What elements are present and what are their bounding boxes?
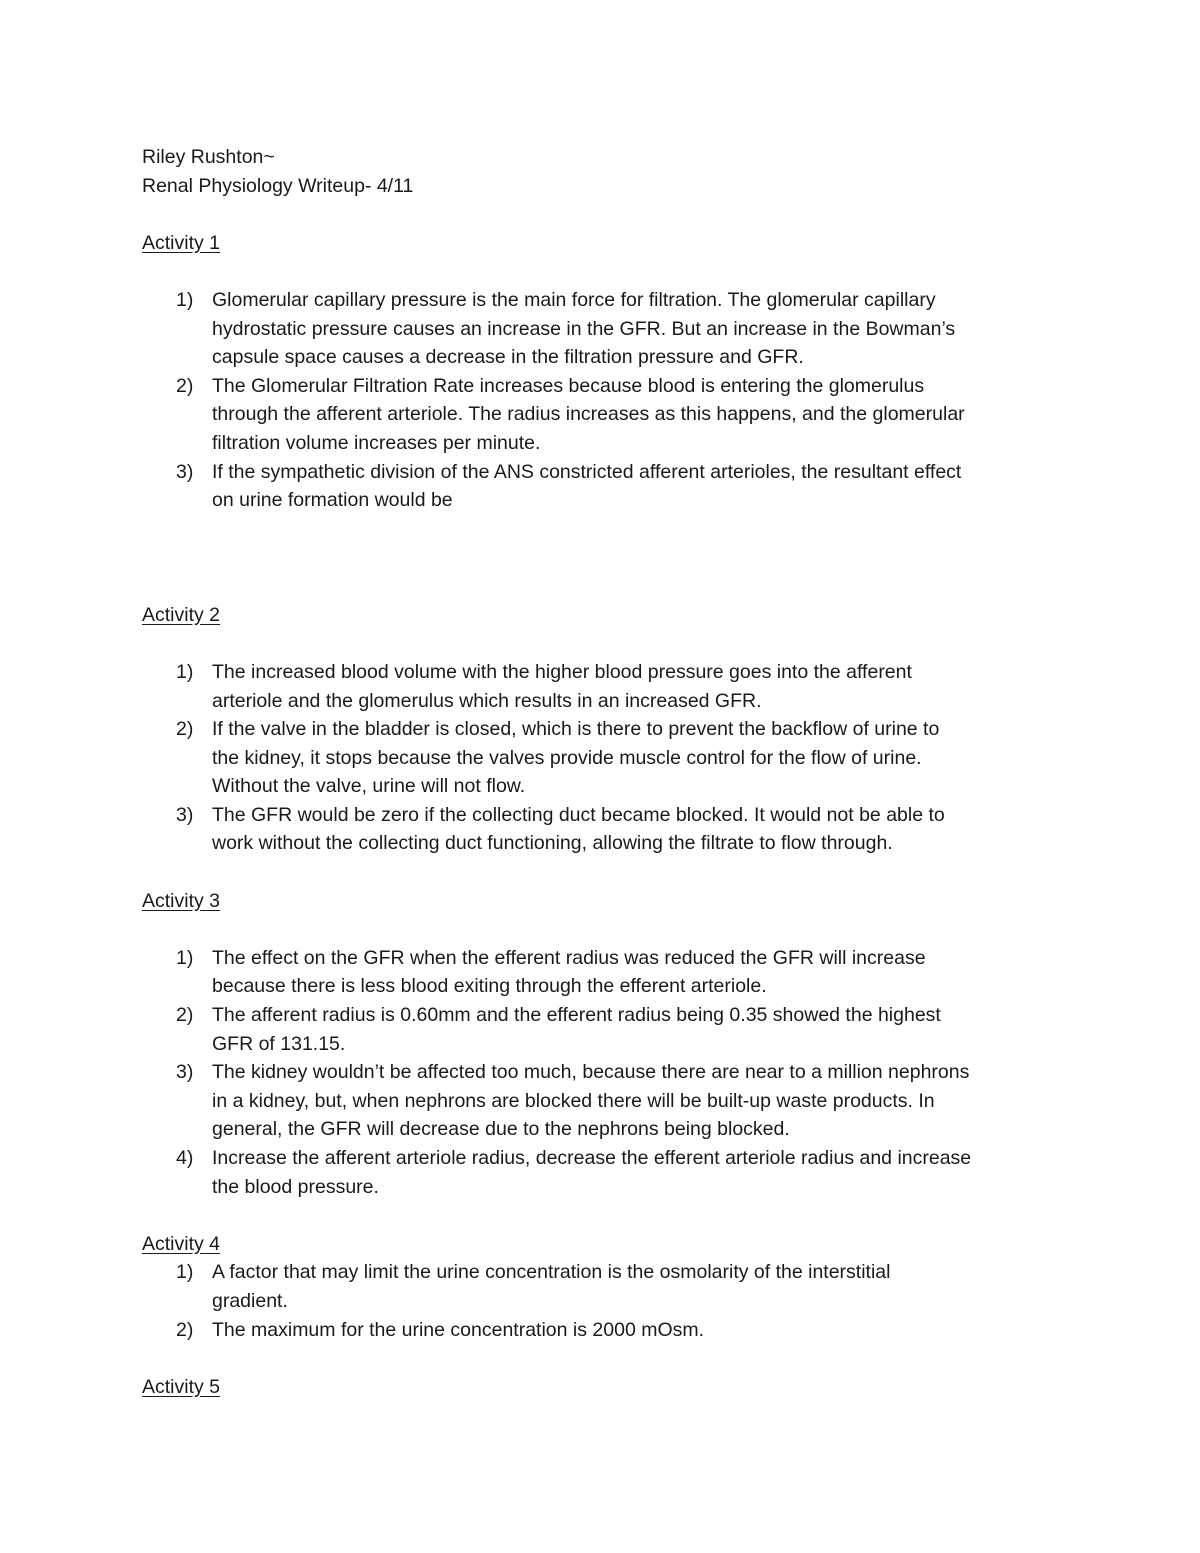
activity-2-section — [142, 601, 1062, 858]
activity-heading: Activity 5 — [142, 1375, 221, 1398]
item-text-line: If the sympathetic division of the ANS constricted afferent arterioles, the resultant effect — [212, 460, 962, 483]
item-text-line: GFR of 131.15. — [212, 1032, 346, 1055]
item-text-line: in a kidney, but, when nephrons are blocked there will be built-up waste products. In — [212, 1089, 935, 1112]
item-text-line: Glomerular capillary pressure is the main force for filtration. The glomerular capillary — [212, 288, 936, 311]
item-text — [212, 658, 1062, 715]
item-text-line: capsule space causes a decrease in the filtration pressure and GFR. — [212, 346, 804, 369]
list-item — [142, 658, 1062, 715]
activity-heading: Activity 2 — [142, 603, 221, 626]
item-text-line: the kidney, it stops because the valves provide muscle control for the flow of urine. — [212, 746, 922, 769]
item-text — [212, 286, 1062, 372]
item-number: 3) — [176, 803, 194, 826]
list-item — [142, 944, 1062, 1001]
item-text-line: gradient. — [212, 1289, 288, 1312]
item-text-line: the blood pressure. — [212, 1175, 379, 1198]
list-item — [142, 286, 1062, 372]
item-text — [212, 458, 1062, 515]
item-text-line: arteriole and the glomerulus which results in an increased GFR. — [212, 689, 762, 712]
item-text — [212, 1258, 1062, 1315]
activity-1-list — [142, 286, 1062, 515]
activity-heading: Activity 4 — [142, 1232, 221, 1255]
list-item — [142, 1258, 1062, 1315]
item-text-line: The Glomerular Filtration Rate increases because blood is entering the glomerulus — [212, 374, 925, 397]
activity-heading: Activity 3 — [142, 889, 221, 912]
item-number: 2) — [176, 1318, 194, 1341]
document-body — [142, 143, 1062, 1401]
item-text-line: work without the collecting duct functioning, allowing the filtrate to flow through. — [212, 832, 893, 855]
activity-4-section — [142, 1230, 1062, 1344]
item-text-line: Without the valve, urine will not flow. — [212, 775, 526, 798]
list-item — [142, 1316, 1062, 1345]
item-text — [212, 801, 1062, 858]
item-text-line: because there is less blood exiting through the efferent arteriole. — [212, 975, 767, 998]
item-text — [212, 944, 1062, 1001]
item-text-line: hydrostatic pressure causes an increase in the GFR. But an increase in the Bowman’s — [212, 317, 956, 340]
item-text-line: A factor that may limit the urine concentration is the osmolarity of the interstitial — [212, 1261, 891, 1284]
item-text-line: The afferent radius is 0.60mm and the efferent radius being 0.35 showed the highest — [212, 1004, 941, 1027]
list-item — [142, 1144, 1062, 1201]
item-number: 4) — [176, 1147, 194, 1169]
item-number: 1) — [176, 1261, 194, 1284]
item-text — [212, 715, 1062, 801]
item-text — [212, 1001, 1062, 1058]
item-text-line: Increase the afferent arteriole radius, decrease the efferent arteriole radius and increase — [212, 1147, 972, 1169]
activity-heading: Activity 1 — [142, 231, 221, 254]
activity-3-section — [142, 887, 1062, 1202]
item-text-line: The kidney wouldn’t be affected too much, because there are near to a million nephrons — [212, 1061, 970, 1084]
item-text — [212, 1058, 1062, 1144]
item-number: 3) — [176, 1061, 194, 1084]
item-text-line: The increased blood volume with the higher blood pressure goes into the afferent — [212, 660, 912, 683]
list-item — [142, 801, 1062, 858]
list-item — [142, 372, 1062, 458]
item-text — [212, 1316, 1062, 1345]
item-number: 2) — [176, 1004, 194, 1027]
item-text-line: The maximum for the urine concentration is 2000 mOsm. — [212, 1318, 705, 1341]
list-item — [142, 458, 1062, 515]
item-text — [212, 1144, 1062, 1201]
item-number: 2) — [176, 374, 194, 397]
activity-4-list — [142, 1258, 1062, 1344]
activity-1-section — [142, 229, 1062, 515]
list-item — [142, 1001, 1062, 1058]
document-title: Renal Physiology Writeup- 4/11 — [142, 174, 414, 197]
item-number: 3) — [176, 460, 194, 483]
item-number: 2) — [176, 718, 194, 741]
item-text-line: If the valve in the bladder is closed, which is there to prevent the backflow of urine to — [212, 718, 940, 741]
item-text-line: general, the GFR will decrease due to the nephrons being blocked. — [212, 1118, 790, 1141]
activity-5-section — [142, 1373, 1062, 1402]
item-number: 1) — [176, 660, 194, 683]
item-text-line: filtration volume increases per minute. — [212, 431, 541, 454]
activity-3-list — [142, 944, 1062, 1201]
list-item — [142, 715, 1062, 801]
item-number: 1) — [176, 946, 194, 969]
author-name: Riley Rushton~ — [142, 146, 275, 168]
item-text-line: on urine formation would be — [212, 489, 453, 512]
item-number: 1) — [176, 288, 194, 311]
activity-2-list — [142, 658, 1062, 858]
item-text-line: The effect on the GFR when the efferent radius was reduced the GFR will increase — [212, 946, 926, 969]
item-text-line: The GFR would be zero if the collecting duct became blocked. It would not be able to — [212, 803, 945, 826]
item-text — [212, 372, 1062, 458]
list-item — [142, 1058, 1062, 1144]
item-text-line: through the afferent arteriole. The radius increases as this happens, and the glomerular — [212, 403, 965, 426]
